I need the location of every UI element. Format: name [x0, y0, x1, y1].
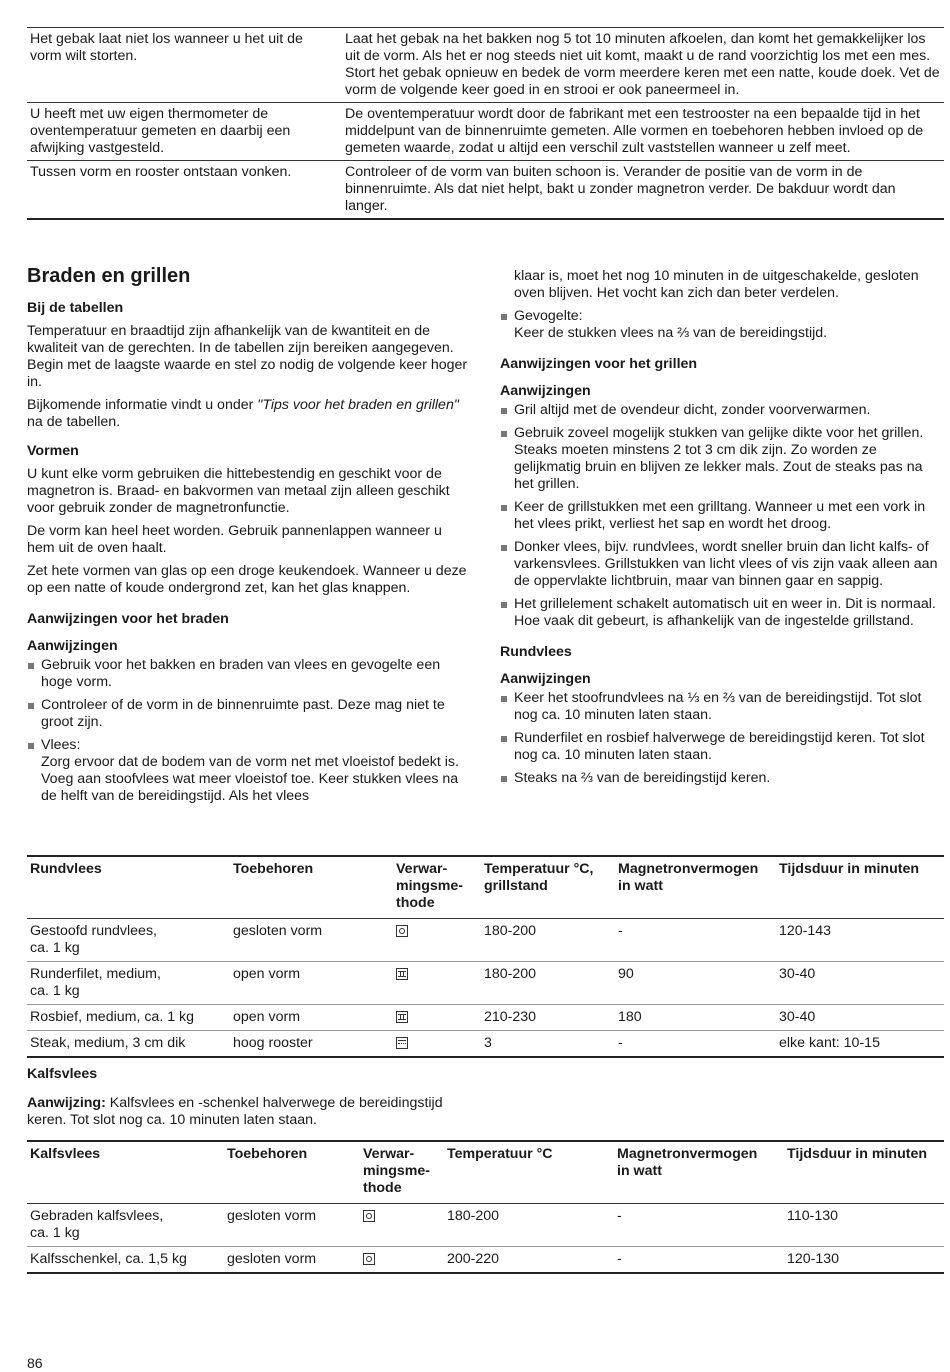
cell-time: 30-40 [776, 1005, 944, 1031]
cell-time: 120-130 [784, 1247, 944, 1274]
cell-method [393, 962, 481, 1005]
cell-time: elke kant: 10-15 [776, 1031, 944, 1058]
subheading-aanwijzingen: Aanwijzingen [500, 383, 591, 399]
cell-temperature: 200-220 [444, 1247, 614, 1274]
hot-air-fan-icon [363, 1210, 375, 1222]
cell-time: 120-143 [776, 919, 944, 962]
heading-rundvlees: Rundvlees [500, 644, 572, 660]
paragraph: Zet hete vormen van glas op een droge keukendoek. Wanneer u deze op een natte of koude ondergrond zet, kan het glas knappen. [27, 563, 467, 596]
paragraph [27, 397, 472, 431]
braden-list [27, 657, 472, 805]
col-header: Tijdsduur in minuten [776, 856, 944, 919]
left-column [27, 264, 472, 811]
list-item: Donker vlees, bijv. rundvlees, wordt sneller bruin dan licht kalfs- of varkensvlees. Grillstukken van licht vlees of vis zijn vaak alleen aan de oppervlakte lichtbruin, maar van binnen gaar en sappig. [500, 539, 944, 590]
rundvlees-list [500, 690, 944, 787]
paragraph: U kunt elke vorm gebruiken die hittebestendig en geschikt voor de magnetron is. Braad- en bakvormen van metaal zijn alleen geschikt voor gebruik zonder de magnetronfunctie. [27, 466, 450, 516]
list-item: Steaks na ⅔ van de bereidingstijd keren. [500, 770, 944, 787]
subheading-aanwijzingen: Aanwijzingen [27, 638, 118, 654]
list-item [500, 308, 944, 342]
col-header: Toebehoren [230, 856, 393, 919]
top-bottom-heat-microwave-icon [396, 1011, 408, 1023]
table-row [27, 1247, 944, 1274]
problem-cell: Het gebak laat niet los wanneer u het uit de vorm wilt storten. [27, 28, 340, 103]
grill-icon [396, 1037, 408, 1049]
vlees-text: Zorg ervoor dat de bodem van de vorm net met vloeistof bedekt is. Voeg aan stoofvlees wat meer vloeistof toe. Keer stukken vlees na de helft van de bereidingstijd. Als het vlees [41, 754, 459, 804]
list-item: Gril altijd met de ovendeur dicht, zonder voorverwarmen. [500, 402, 944, 419]
table-row [27, 919, 944, 962]
cell-method [360, 1247, 444, 1274]
table-row [27, 28, 944, 103]
cell-item: Steak, medium, 3 cm dik [27, 1031, 230, 1058]
gevogelte-label: Gevogelte: [514, 308, 583, 324]
cell-power: - [615, 1031, 776, 1058]
cell-item: Kalfsschenkel, ca. 1,5 kg [27, 1247, 224, 1274]
table-row [27, 1005, 944, 1031]
problem-cell: Tussen vorm en rooster ontstaan vonken. [27, 161, 340, 220]
gevogelte-text: Keer de stukken vlees na ⅔ van de bereidingstijd. [514, 325, 828, 341]
kalfsvlees-note [27, 1095, 467, 1129]
list-item [27, 737, 472, 805]
table-row [27, 161, 944, 220]
table-row [27, 103, 944, 161]
cell-power: 90 [615, 962, 776, 1005]
cell-item: Gebraden kalfsvlees, ca. 1 kg [27, 1204, 224, 1247]
col-header: Tijdsduur in minuten [784, 1141, 944, 1204]
heading-braden: Aanwijzingen voor het braden [27, 611, 229, 627]
cell-temperature: 180-200 [481, 962, 615, 1005]
vlees-label: Vlees: [41, 737, 81, 753]
cell-accessory: open vorm [230, 962, 393, 1005]
cell-method [393, 919, 481, 962]
cell-method [393, 1031, 481, 1058]
col-header: Magnetronvermogen in watt [614, 1141, 784, 1204]
cell-accessory: gesloten vorm [230, 919, 393, 962]
col-header: Temperatuur °C [444, 1141, 614, 1204]
list-item: Keer het stoofrundvlees na ⅓ en ⅔ van de bereidingstijd. Tot slot nog ca. 10 minuten laten staan. [500, 690, 944, 724]
heading-grillen: Aanwijzingen voor het grillen [500, 356, 698, 372]
gevogelte-list [500, 308, 944, 342]
table-header-row [27, 1141, 944, 1204]
cell-time: 110-130 [784, 1204, 944, 1247]
table-header-row [27, 856, 944, 919]
table-row [27, 962, 944, 1005]
cell-power: - [615, 919, 776, 962]
paragraph: Temperatuur en braadtijd zijn afhankelijk van de kwantiteit en de kwaliteit van de gerechten. In de tabellen zijn bereiken aangegeven. Begin met de laagste waarde en stel zo nodig de volgende keer hoger in. [27, 323, 468, 390]
cell-accessory: open vorm [230, 1005, 393, 1031]
problem-cell: U heeft met uw eigen thermometer de oventemperatuur gemeten en daarbij een afwijking vastgesteld. [27, 103, 340, 161]
heading-vormen: Vormen [27, 443, 79, 459]
col-header: Kalfsvlees [27, 1141, 224, 1204]
list-item: Keer de grillstukken met een grilltang. Wanneer u met een vork in het vlees prikt, verliest het sap en wordt het droog. [500, 499, 944, 533]
vlees-continuation: klaar is, moet het nog 10 minuten in de uitgeschakelde, gesloten oven blijven. Het vocht kan zich dan beter verdelen. [514, 268, 919, 301]
col-header: Rundvlees [27, 856, 230, 919]
cell-item: Runderfilet, medium, ca. 1 kg [27, 962, 230, 1005]
cell-power: - [614, 1247, 784, 1274]
cell-accessory: gesloten vorm [224, 1247, 360, 1274]
section-title: Braden en grillen [27, 265, 191, 287]
col-header: Verwar- mingsme- thode [393, 856, 481, 919]
hot-air-fan-icon [363, 1253, 375, 1265]
cell-temperature: 180-200 [444, 1204, 614, 1247]
cell-item: Rosbief, medium, ca. 1 kg [27, 1005, 230, 1031]
grillen-list [500, 402, 944, 630]
note-label: Aanwijzing: [27, 1095, 106, 1111]
cell-power: - [614, 1204, 784, 1247]
table-row [27, 1031, 944, 1058]
list-item: Het grillelement schakelt automatisch uit en weer in. Dit is normaal. Hoe vaak dit gebeurt, is afhankelijk van de ingestelde grillstand. [500, 596, 944, 630]
list-item: Controleer of de vorm in de binnenruimte past. Deze mag niet te groot zijn. [27, 697, 472, 731]
reference-text: "Tips voor het braden en grillen" [257, 397, 459, 413]
list-item: Gebruik zoveel mogelijk stukken van gelijke dikte voor het grillen. Steaks moeten minstens 2 tot 3 cm dik zijn. Zo worden ze gelijkmatig bruin en blijven ze lekker mals. Zout de steaks pas na het grillen. [500, 425, 944, 493]
solution-cell: Laat het gebak na het bakken nog 5 tot 10 minuten afkoelen, dan komt het gemakkelijker los uit de vorm. Als het er nog steeds niet uit komt, maakt u de rand voorzichtig los met een mes. Stort het gebak opnieuw en bedek de vorm meerdere keren met een natte, koude doek. Vet de vorm de volgende keer goed in en strooi er ook paneermeel in. [340, 28, 944, 103]
text: Bijkomende informatie vindt u onder [27, 397, 258, 413]
subheading-aanwijzingen: Aanwijzingen [500, 671, 591, 687]
cell-temperature: 3 [481, 1031, 615, 1058]
solution-cell: De oventemperatuur wordt door de fabrikant met een testrooster na een bepaalde tijd in het middelpunt van de binnenruimte gemeten. Alle vormen en toebehoren hebben invloed op de gemeten waarde, zodat u altijd een verschil zult vaststellen wanneer u zelf meet. [340, 103, 944, 161]
heading-bij-tabellen: Bij de tabellen [27, 300, 124, 316]
cell-power: 180 [615, 1005, 776, 1031]
cell-accessory: hoog rooster [230, 1031, 393, 1058]
cell-time: 30-40 [776, 962, 944, 1005]
rundvlees-table [27, 855, 944, 1058]
kalfsvlees-section [27, 1066, 527, 1135]
cell-method [360, 1204, 444, 1247]
cell-item: Gestoofd rundvlees, ca. 1 kg [27, 919, 230, 962]
top-bottom-heat-microwave-icon [396, 968, 408, 980]
kalfsvlees-table [27, 1140, 944, 1274]
col-header: Verwar- mingsme- thode [360, 1141, 444, 1204]
cell-temperature: 180-200 [481, 919, 615, 962]
cell-accessory: gesloten vorm [224, 1204, 360, 1247]
paragraph: De vorm kan heel heet worden. Gebruik pannenlappen wanneer u hem uit de oven haalt. [27, 523, 442, 556]
troubleshooting-table [27, 27, 944, 220]
col-header: Toebehoren [224, 1141, 360, 1204]
page-number: 86 [27, 1355, 43, 1371]
cell-temperature: 210-230 [481, 1005, 615, 1031]
note-text: Kalfsvlees en -schenkel halverwege de bereidingstijd keren. Tot slot nog ca. 10 minuten laten staan. [27, 1095, 443, 1128]
text: na de tabellen. [27, 414, 121, 430]
hot-air-fan-icon [396, 925, 408, 937]
solution-cell: Controleer of de vorm van buiten schoon is. Verander de positie van de vorm in de binnenruimte. Als dat niet helpt, bakt u zonder magnetron verder. De bakduur wordt dan langer. [340, 161, 944, 220]
list-item: Gebruik voor het bakken en braden van vlees en gevogelte een hoge vorm. [27, 657, 472, 691]
table-row [27, 1204, 944, 1247]
list-item: Runderfilet en rosbief halverwege de bereidingstijd keren. Tot slot nog ca. 10 minuten laten staan. [500, 730, 944, 764]
col-header: Temperatuur °C, grillstand [481, 856, 615, 919]
cell-method [393, 1005, 481, 1031]
heading-kalfsvlees: Kalfsvlees [27, 1066, 98, 1082]
right-column [500, 268, 944, 793]
col-header: Magnetronvermogen in watt [615, 856, 776, 919]
